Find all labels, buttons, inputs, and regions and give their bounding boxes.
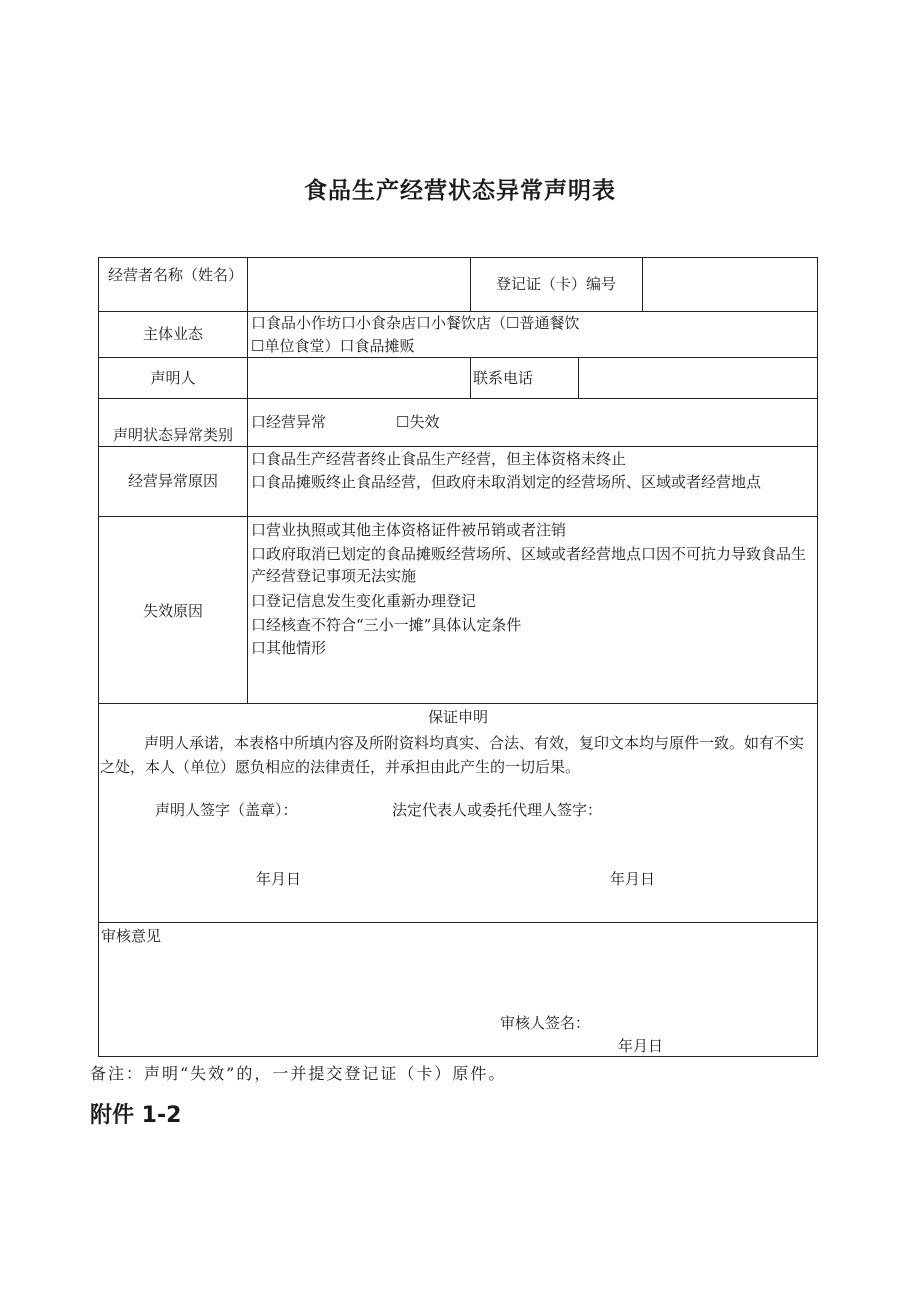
- footnote: 备注：声明“失效”的，一并提交登记证（卡）原件。: [90, 1064, 507, 1083]
- invalid-reason-option-1[interactable]: 口营业执照或其他主体资格证件被吊销或者注销: [251, 521, 567, 539]
- legal-rep-signature-label: 法定代表人或委托代理人签字：: [392, 801, 603, 819]
- status-option-abnormal[interactable]: 口经营异常: [251, 413, 327, 431]
- abnormal-reason-option-2[interactable]: 口食品摊贩终止食品经营，但政府未取消划定的经营场所、区域或者经营地点: [251, 473, 762, 491]
- abnormal-reason-label: 经营异常原因: [127, 472, 218, 490]
- declarant-label: 声明人: [150, 369, 196, 387]
- subject-type-label: 主体业态: [142, 325, 203, 343]
- invalid-reason-option-2[interactable]: 口政府取消已划定的食品摊贩经营场所、区域或者经营地点口因不可抗力导致食品生产经营登记事项无法实施: [251, 545, 807, 585]
- invalid-reason-label: 失效原因: [142, 602, 203, 620]
- declarant-signature-label: 声明人签字（盖章）：: [155, 801, 298, 819]
- subject-type-options-line1[interactable]: 口食品小作坊口小食杂店口小餐饮店（☐普通餐饮: [251, 314, 580, 332]
- phone-label: 联系电话: [473, 369, 534, 387]
- reviewer-signature-label: 审核人签名：: [500, 1014, 591, 1032]
- guarantee-heading: 保证申明: [427, 708, 488, 726]
- operator-name-label: 经营者名称（姓名）: [108, 266, 244, 284]
- review-opinion-label: 审核意见: [101, 927, 162, 945]
- review-date: 年月日: [618, 1037, 664, 1055]
- reg-cert-label: 登记证（卡）编号: [495, 275, 616, 293]
- declarant-date: 年月日: [256, 870, 302, 888]
- invalid-reason-option-4[interactable]: 口经核查不符合“三小一摊”具体认定条件: [251, 616, 522, 634]
- legal-rep-date: 年月日: [610, 870, 656, 888]
- page-title: 食品生产经营状态异常声明表: [304, 178, 616, 204]
- invalid-reason-option-3[interactable]: 口登记信息发生变化重新办理登记: [251, 592, 477, 610]
- subject-type-options-line2[interactable]: ☐单位食堂）口食品摊贩: [251, 337, 415, 355]
- guarantee-statement: 声明人承诺，本表格中所填内容及所附资料均真实、合法、有效，复印文本均与原件一致。如有不实之处，本人（单位）愿负相应的法律责任，并承担由此产生的一切后果。: [100, 734, 805, 776]
- abnormal-reason-option-1[interactable]: 口食品生产经营者终止食品生产经营，但主体资格未终止: [251, 450, 627, 468]
- annex-label: 附件 1-2: [90, 1103, 182, 1128]
- status-category-label: 声明状态异常类别: [112, 426, 233, 444]
- invalid-reason-option-5[interactable]: 口其他情形: [251, 639, 327, 657]
- status-option-invalid[interactable]: ☐失效: [396, 413, 440, 431]
